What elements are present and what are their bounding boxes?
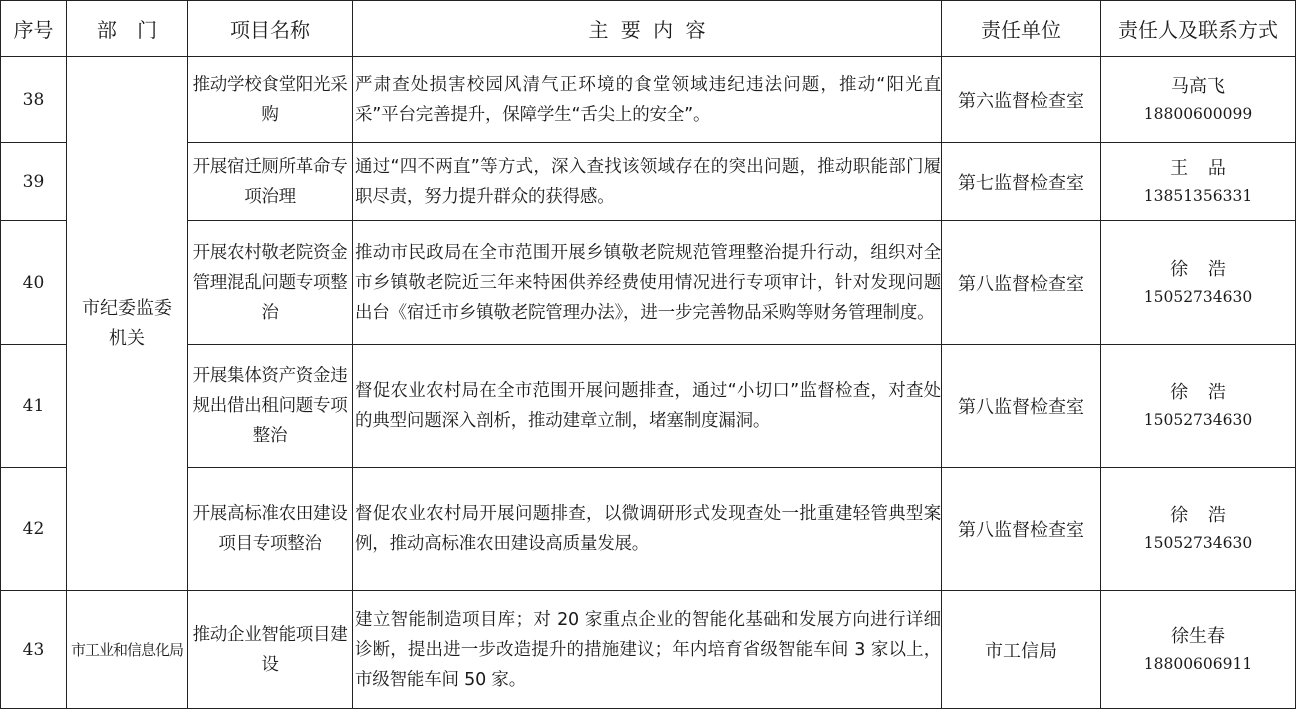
row-person bbox=[1101, 221, 1296, 345]
row-content: 督促农业农村局开展问题排查，以微调研形式发现查处一批重建轻管典型案例，推动高标准农田建设高质量发展。 bbox=[353, 468, 942, 591]
header-no: 序号 bbox=[1, 1, 67, 57]
row-person bbox=[1101, 591, 1296, 709]
row-content: 督促农业农村局在全市范围开展问题排查，通过“小切口”监督检查，对查处的典型问题深入剖析，推动建章立制，堵塞制度漏洞。 bbox=[353, 345, 942, 468]
row-unit: 第七监督检查室 bbox=[942, 143, 1101, 221]
row-no: 40 bbox=[1, 221, 67, 345]
person-phone: 13851356331 bbox=[1143, 186, 1253, 205]
row-no: 42 bbox=[1, 468, 67, 591]
person-name: 徐 浩 bbox=[1170, 258, 1226, 280]
row-no: 41 bbox=[1, 345, 67, 468]
row-no: 43 bbox=[1, 591, 67, 709]
person-phone: 18800606911 bbox=[1143, 654, 1253, 673]
row-dept bbox=[67, 57, 188, 591]
person-phone: 18800600099 bbox=[1143, 104, 1253, 123]
row-unit: 第六监督检查室 bbox=[942, 57, 1101, 143]
table-row bbox=[1, 221, 1296, 345]
person-name: 马高飞 bbox=[1171, 75, 1225, 97]
row-project-name: 推动学校食堂阳光采购 bbox=[188, 57, 353, 143]
header-content: 主 要 内 容 bbox=[353, 1, 942, 57]
row-project-name: 开展宿迁厕所革命专项治理 bbox=[188, 143, 353, 221]
table-row bbox=[1, 143, 1296, 221]
row-unit: 第八监督检查室 bbox=[942, 345, 1101, 468]
person-phone: 15052734630 bbox=[1143, 534, 1253, 552]
row-person bbox=[1101, 57, 1296, 143]
row-no: 38 bbox=[1, 57, 67, 143]
row-dept: 市工业和信息化局 bbox=[67, 591, 188, 709]
person-phone: 15052734630 bbox=[1143, 287, 1253, 306]
header-dept: 部 门 bbox=[67, 1, 188, 57]
row-person bbox=[1101, 345, 1296, 468]
row-content: 推动市民政局在全市范围开展乡镇敬老院规范管理整治提升行动，组织对全市乡镇敬老院近三年来特困供养经费使用情况进行专项审计，针对发现问题出台《宿迁市乡镇敬老院管理办法》，进一步完善物品采购等财务管理制度。 bbox=[353, 221, 942, 345]
person-name: 徐 浩 bbox=[1170, 382, 1226, 403]
table-row bbox=[1, 57, 1296, 143]
person-name: 徐 浩 bbox=[1170, 505, 1226, 526]
header-row bbox=[1, 1, 1296, 57]
row-project-name: 推动企业智能项目建设 bbox=[188, 591, 353, 709]
dept-label: 市纪委监委机关 bbox=[82, 297, 172, 349]
row-content: 通过“四不两直”等方式，深入查找该领域存在的突出问题，推动职能部门履职尽责，努力提升群众的获得感。 bbox=[353, 143, 942, 221]
table-row bbox=[1, 468, 1296, 591]
person-name: 徐生春 bbox=[1171, 625, 1225, 647]
row-content: 建立智能制造项目库；对 20 家重点企业的智能化基础和发展方向进行详细诊断，提出进一步改造提升的措施建议；年内培育省级智能车间 3 家以上，市级智能车间 50 家。 bbox=[353, 591, 942, 709]
row-unit: 第八监督检查室 bbox=[942, 468, 1101, 591]
row-unit: 第八监督检查室 bbox=[942, 221, 1101, 345]
row-project-name: 开展集体资产资金违规出借出租问题专项整治 bbox=[188, 345, 353, 468]
row-project-name: 开展高标准农田建设项目专项整治 bbox=[188, 468, 353, 591]
row-no: 39 bbox=[1, 143, 67, 221]
header-name: 项目名称 bbox=[188, 1, 353, 57]
header-person: 责任人及联系方式 bbox=[1101, 1, 1296, 57]
table-row bbox=[1, 345, 1296, 468]
person-name: 王 品 bbox=[1170, 157, 1226, 179]
row-project-name: 开展农村敬老院资金管理混乱问题专项整治 bbox=[188, 221, 353, 345]
person-phone: 15052734630 bbox=[1143, 411, 1253, 429]
row-content: 严肃查处损害校园风清气正环境的食堂领域违纪违法问题，推动“阳光直采”平台完善提升，保障学生“舌尖上的安全”。 bbox=[353, 57, 942, 143]
row-person bbox=[1101, 468, 1296, 591]
row-person bbox=[1101, 143, 1296, 221]
row-unit: 市工信局 bbox=[942, 591, 1101, 709]
header-unit: 责任单位 bbox=[942, 1, 1101, 57]
table-row bbox=[1, 591, 1296, 709]
